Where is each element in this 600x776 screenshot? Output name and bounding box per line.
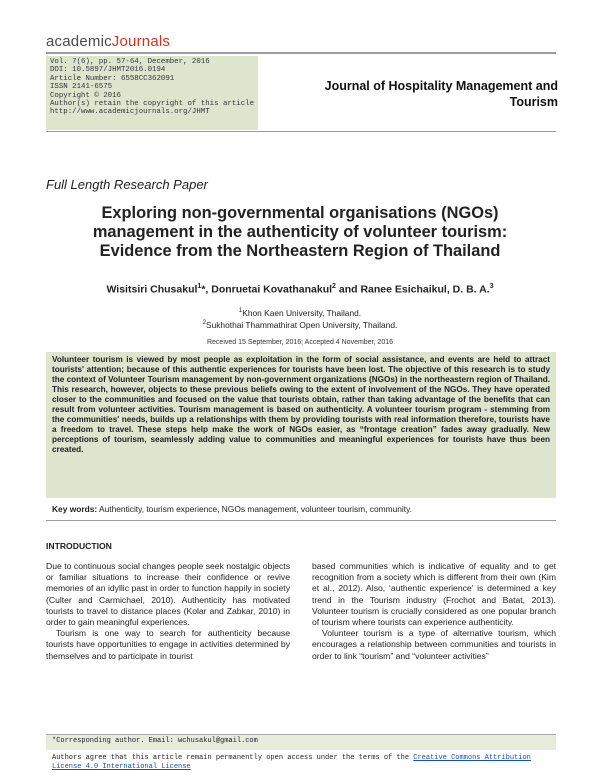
info-volume: Vol. 7(6), pp. 57-64, December, 2016 — [50, 58, 210, 66]
article-info-box — [46, 56, 258, 130]
logo-journals: Journals — [111, 33, 171, 50]
affiliation-1-text: Khon Kaen University, Thailand. — [242, 308, 362, 318]
author-3: and Ranee Esichaikul, D. B. A. — [335, 283, 490, 296]
paper-type: Full Length Research Paper — [46, 177, 208, 192]
right-paragraph-1: based communities which is indicative of equality and to get recognition from a society which is different from their own (Kim et al., 2012). Also, ‘authentic experience’ is determined a key trend in the Tourism industry (Frochot and Batat, 2013). Volunteer tourism is crucially considered as one popular branch of tourism where tourists can experience authenticity. — [312, 561, 556, 628]
footnote-rule — [46, 734, 556, 735]
introduction-heading: INTRODUCTION — [46, 541, 112, 551]
affiliation-1-sup: 1 — [238, 308, 243, 315]
header-bottom-rule — [46, 131, 556, 132]
right-column — [312, 561, 556, 662]
info-issn: ISSN 2141-6575 — [50, 83, 113, 92]
received-dates: Received 15 September, 2016; Accepted 4 November, 2016 — [206, 339, 393, 346]
corresponding-author: *Corresponding author. Email: wchusakul@gmail.com — [52, 737, 258, 745]
info-article-number: Article Number: 6558CC362091 — [50, 74, 175, 83]
title-line1: Exploring non-governmental organisations (NGOs) — [101, 204, 499, 222]
abstract-box — [46, 352, 556, 498]
header-top-rule — [46, 52, 556, 54]
logo-academic: academic — [46, 33, 112, 50]
affiliation-2 — [40, 320, 560, 330]
info-journal-url[interactable]: http://www.academicjournals.org/JHMT — [50, 108, 210, 117]
journal-title — [300, 78, 558, 110]
info-rights: Author(s) retain the copyright of this article — [50, 100, 255, 109]
left-paragraph-1: Due to continuous social changes people seek nostalgic objects or familiar situations to increase their confidence or revive memories of an idyllic past in order to function happily in society (Culter and Carmichael, 2010). Authenticity has motivated tourists to travel to distance places (Kolar and Zabkar, 2010) in order to gain meaningful experiences. — [46, 561, 290, 628]
info-copyright: Copyright © 2016 — [50, 91, 121, 100]
affiliation-1 — [40, 308, 560, 318]
license-text: Authors agree that this article remain permanently open access under the terms of the — [52, 754, 414, 762]
license-link[interactable]: Creative Commons Attribution License 4.0 International License — [52, 754, 531, 771]
license-note — [52, 754, 552, 772]
affiliation-2-sup: 2 — [202, 320, 206, 327]
keywords-list: Authenticity, tourism experience, NGOs management, volunteer tourism, community. — [97, 504, 412, 514]
left-column — [46, 561, 290, 662]
author-2: Donruetai Kovathanakul — [211, 283, 333, 296]
affiliation-2-text: Sukhothai Thammathirat Open University, Thailand. — [206, 320, 398, 330]
right-paragraph-2: Volunteer tourism is a type of alternative tourism, which encourages a relationship between communities and tourists in order to link “tourism” and “volunteer activities” — [312, 628, 556, 661]
author-3-affil: 3 — [489, 283, 494, 290]
author-1-affil: 1 — [197, 283, 202, 290]
paper-title — [40, 204, 560, 261]
publisher-logo — [46, 33, 170, 50]
author-2-affil: 2 — [332, 283, 336, 290]
info-doi[interactable]: DOI: 10.5897/JHMT2016.0194 — [50, 66, 166, 75]
keywords-label: Key words: — [52, 504, 98, 514]
abstract-text: Volunteer tourism is viewed by most people as exploitation in the form of social assistance, and events are held to attract tourists' attention; because of this authentic experiences for tourists have been lost. The objective of this research is to study the context of Volunteer Tourism management by non-government organizations (NGOs) in the northeastern region of Thailand. This research, however, objects to these previous beliefs owing to the extent of involvement of the NGOs. They have operated closer to the communities and focused on the value that tourists obtain, rather than taking advantage of the benefits that can result from volunteer activities. Tourism management is based on authenticity. A volunteer tourism program - stemming from the communities' needs, builds up a relationships with them by providing tourists with real information therefore, tourists have a freedom to travel. These steps help make the work of NGOs easier, as “frontage creation” fades away gradually. New perceptions of tourism, seamlessly adding value to communities and meaningful experiences for tourists have thus been created. — [52, 355, 550, 454]
author-list — [40, 283, 560, 296]
author-1: Wisitsiri Chusakul — [106, 283, 198, 296]
title-line3: Evidence from the Northeastern Region of Thailand — [99, 242, 501, 260]
journal-title-line2: Tourism — [509, 95, 558, 109]
keywords-rule — [46, 520, 556, 521]
left-paragraph-2: Tourism is one way to search for authenticity because tourists have opportunities to engage in activities determined by themselves and to participate in tourist — [46, 628, 290, 661]
journal-title-line1: Journal of Hospitality Management and — [324, 79, 558, 93]
corresponding-mark: *, — [201, 283, 212, 296]
title-line2: management in the authenticity of volunteer tourism: — [92, 223, 508, 241]
keywords — [52, 504, 412, 514]
